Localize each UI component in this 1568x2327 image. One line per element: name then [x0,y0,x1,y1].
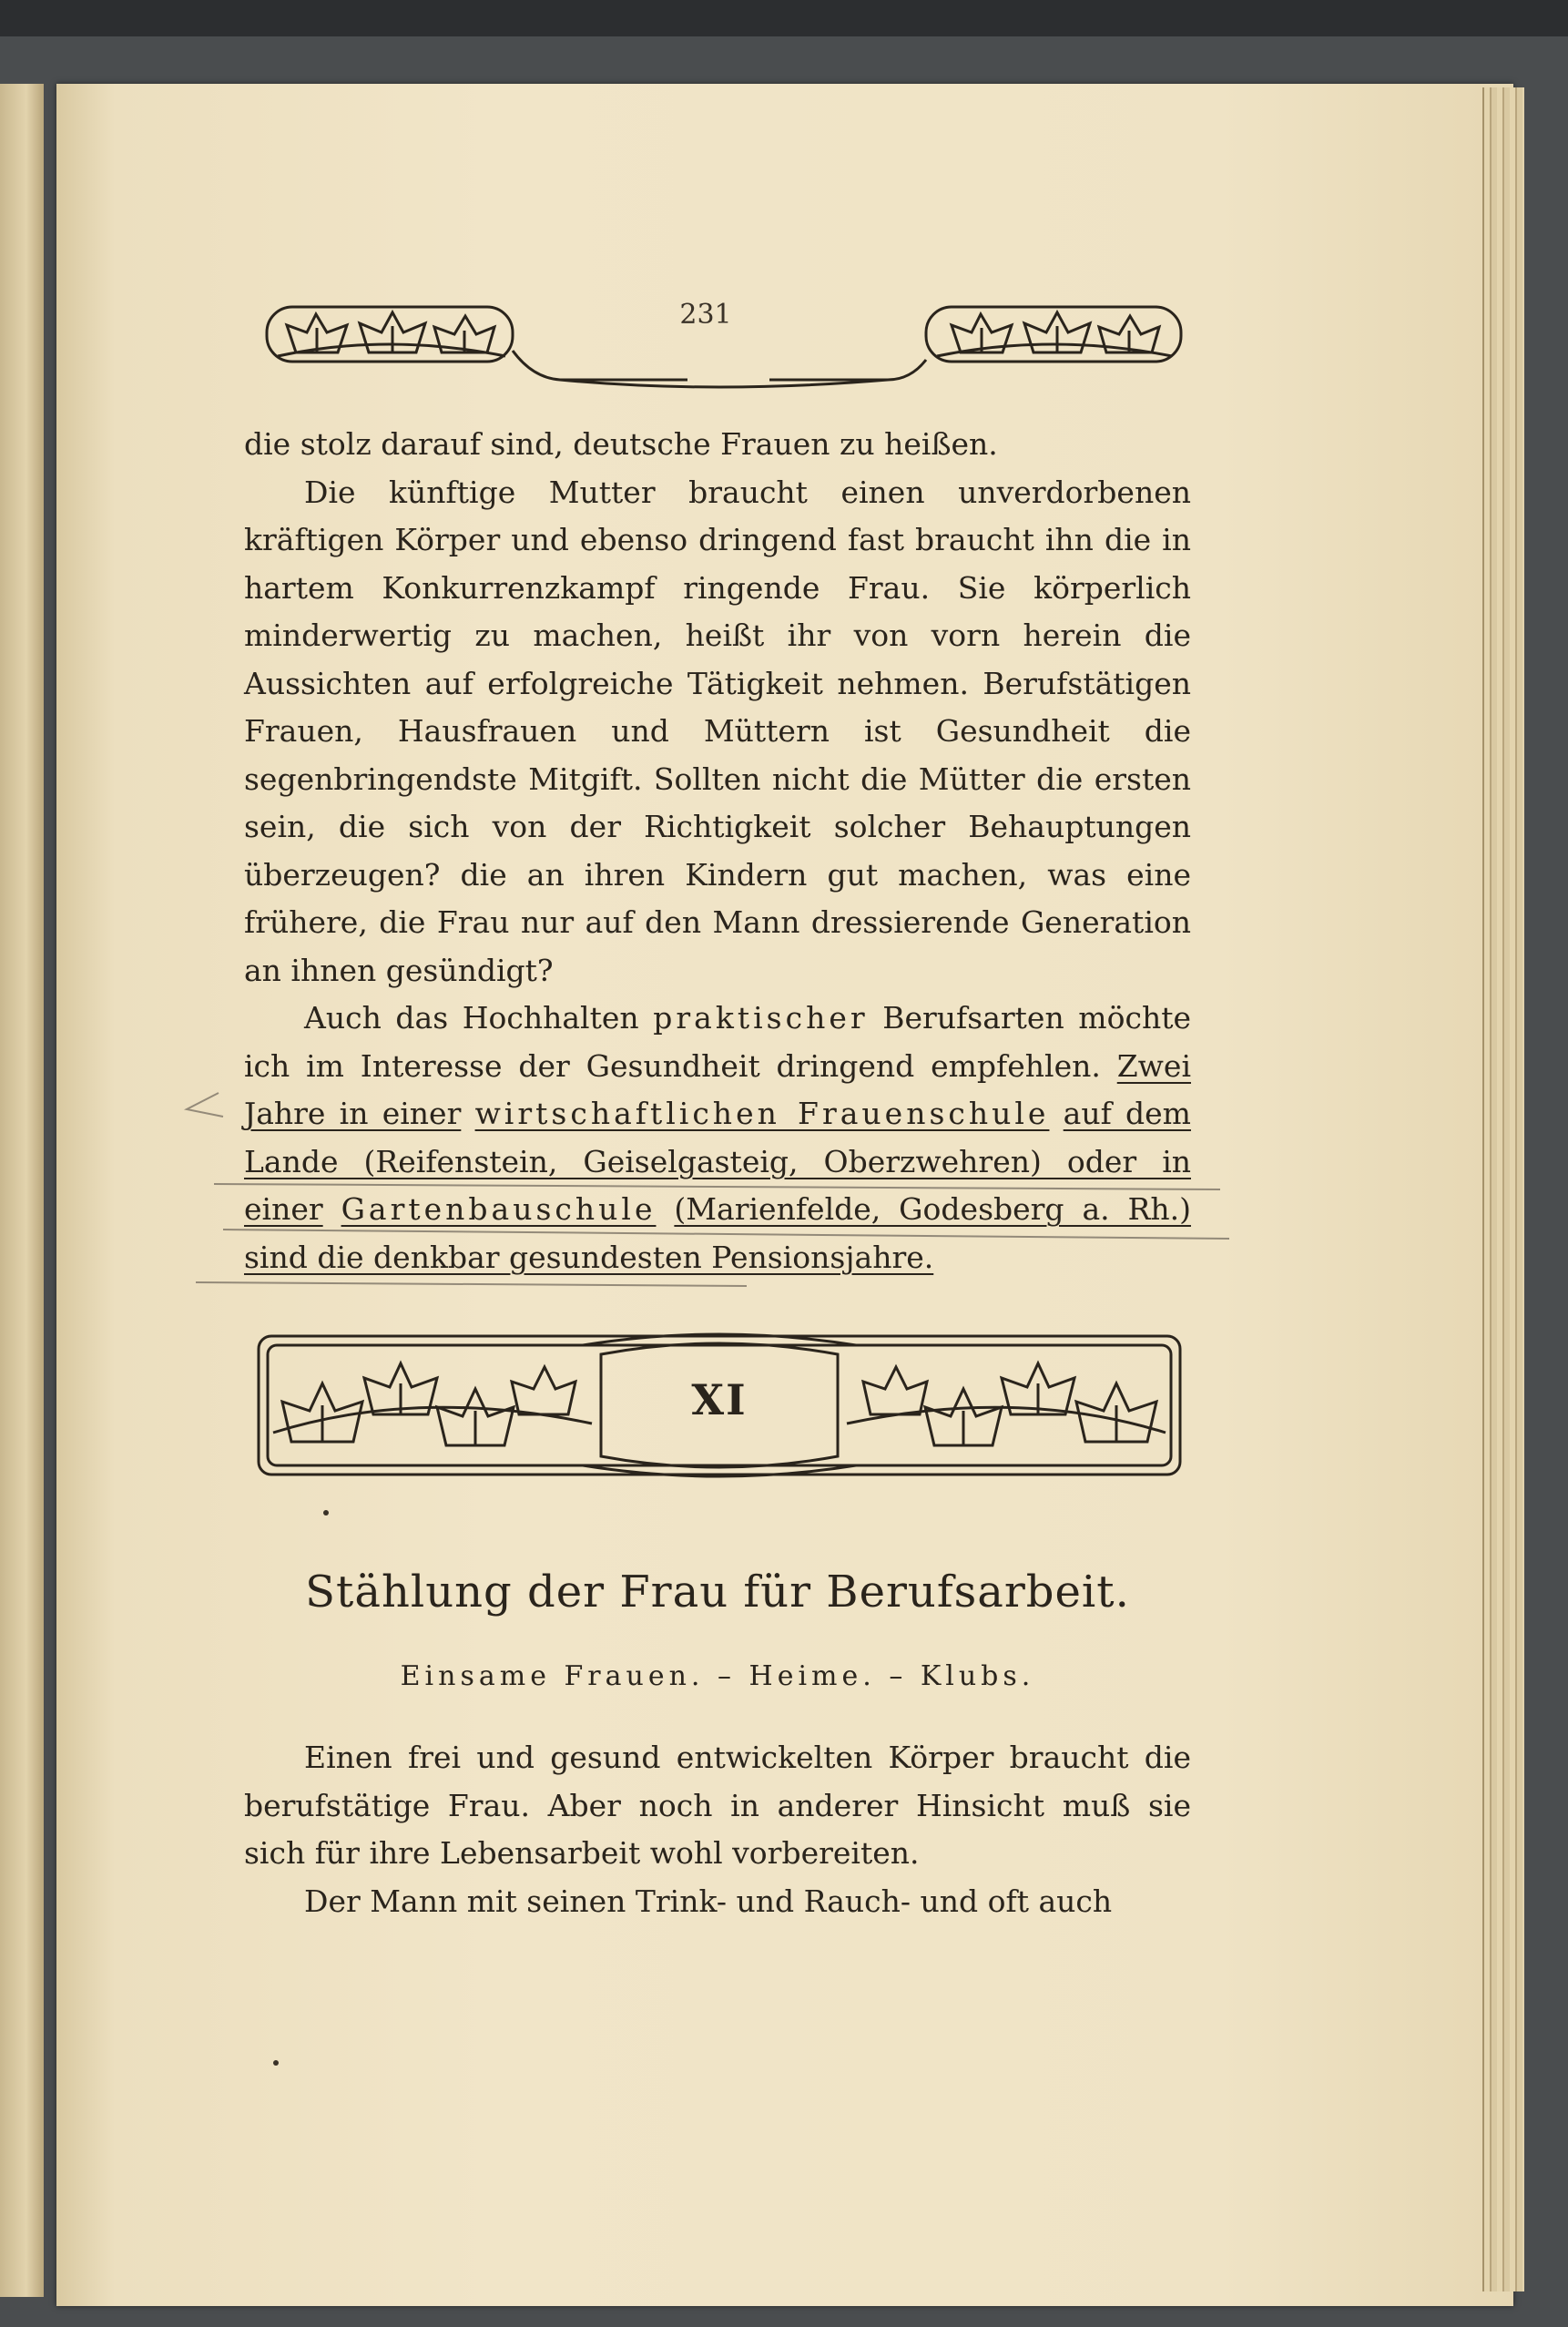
chapter-subtitle: Einsame Frauen. – Heime. – Klubs. [400,1660,1035,1692]
paragraph-1: die stolz darauf sind, deutsche Frauen zu heißen. [244,426,998,462]
paragraph-2: Die künftige Mutter braucht einen unverdorbenen kräftigen Körper und ebenso dringend fast braucht ihn die in hartem Konkurrenzkampf ringende Frau. Sie körperlich minderwertig zu machen, heißt ihr von vorn herein die Aussichten auf erfolgreiche Tätigkeit nehmen. Berufstätigen Frauen, Hausfrauen und Müttern ist Gesundheit die segenbringendste Mitgift. Sollten nicht die Mütter die ersten sein, die sich von der Richtigkeit solcher Behauptungen überzeugen? die an ihren Kindern gut machen, was eine frühere, die Frau nur auf den Mann dressierende Generation an ihnen gesündigt? [244,474,1191,988]
chapter-number: XI [691,1375,748,1424]
chapter-paragraph-2: Der Mann mit seinen Trink- und Rauch- und oft auch [304,1883,1113,1919]
p3-underlined-a: Zwei Jahre in einer [244,1047,1191,1131]
body-text [244,421,1191,1281]
paragraph-3 [244,995,1191,1281]
p3-emphasis-frauenschule: wirtschaftlichen Frauenschule [474,1096,1050,1131]
page-edges [1482,87,1524,2291]
p3-part-c: Berufsarten möchte ich im Interesse der Gesundheit dringend empfehlen. [244,1000,1191,1084]
chapter-body-text [244,1734,1191,1925]
p3-part-a: Auch das Hochhalten [304,1000,639,1036]
p3-emphasis-praktischer: praktischer [653,1000,869,1036]
p3-underlined-c: (Marienfelde, Godesberg a. Rh.) sind die denkbar gesundesten Pensionsjahre. [244,1191,1191,1275]
book-cover-top [0,0,1568,36]
p3-emphasis-gartenbauschule: Gartenbauschule [341,1191,657,1227]
facing-page-edge [0,84,44,2297]
p3-underlined-b: auf dem Lande (Reifenstein, Geiselgasteig, Oberzwehren) oder in einer [244,1096,1191,1227]
ink-speck [323,1510,329,1516]
chapter-paragraph-1: Einen frei und gesund entwickelten Körper braucht die berufstätige Frau. Aber noch in anderer Hinsicht muß sie sich für ihre Lebensarbeit wohl vorbereiten. [244,1740,1191,1871]
page-number: 231 [679,299,732,331]
ink-speck [273,2060,279,2066]
chapter-title: Stählung der Frau für Berufsarbeit. [305,1567,1130,1618]
